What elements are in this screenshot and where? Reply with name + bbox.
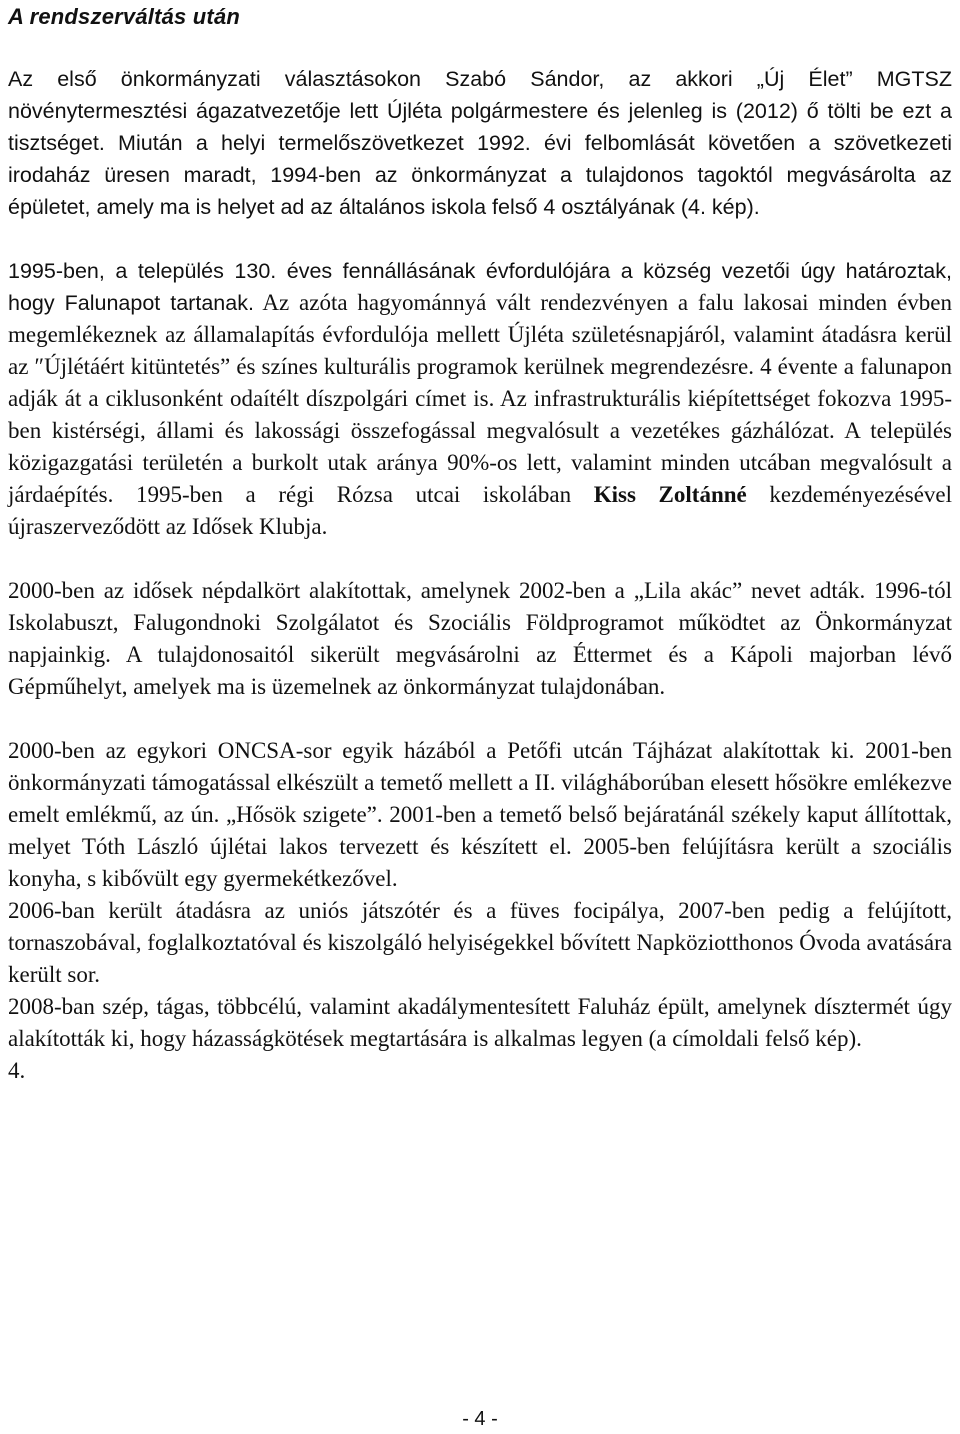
paragraph-village-hall: 2008-ban szép, tágas, többcélú, valamint akadálymentesített Faluház épült, amelynek dísztermét úgy alakították ki, hogy házasságkötések megtartására is alkalmas legyen (a címoldali felső kép). [8,994,952,1051]
paragraph-village-day-intro: 1995-ben, a település 130. éves fennállásának évfordulójára a község vezetői úgy határoztak, hogy Falunapot tartanak. [8,259,952,315]
paragraph-village-day-end: kezdeményezésével újraszerveződött az Idősek Klubja. [8,482,952,539]
page-number: - 4 - [462,1408,498,1430]
person-name-bold: Kiss Zoltánné [593,482,747,507]
section-heading: A rendszerváltás után [8,4,241,29]
paragraph-village-day [8,255,952,543]
paragraph-gap [8,703,952,735]
paragraph-village-day-body: Az azóta hagyománnyá vált rendezvényen a falu lakosai minden évben megemlékeznek az államalapítás évfordulója mellett Újléta születésnapjáról, valamint átadásra kerül az ″Újlétáért kitüntetés” és színes kulturális programok kerülnek megrendezésre. 4 évente a falunapon adják át a ciklusonként odaítélt díszpolgári címet is. Az infrastrukturális kiépítettséget fokozva 1995-ben kistérségi, állami és lakossági összefogással megvalósult a vezetékes gázhálózat. A település közigazgatási területén a burkolt utak aránya 90%-os lett, valamint minden utcában megvalósult a járdaépítés. 1995-ben a régi Rózsa utcai iskolában [8,290,952,507]
paragraph-gap [8,223,952,255]
paragraph-heritage-house: 2000-ben az egykori ONCSA-sor egyik házából a Petőfi utcán Tájházat alakítottak ki. 2001-ben önkormányzati támogatással elkészült a temető mellett a II. világháborúban elesett hősökre emlékezve emelt emlékmű, az ún. „Hősök szigete”. 2001-ben a temető belső bejáratánál székely kaput állítottak, melyet Tóth László újlétai lakos tervezett és készített el. 2005-ben felújításra került a szociális konyha, s kibővült egy gyermekétkezővel. [8,738,952,891]
paragraph-playground: 2006-ban került átadásra az uniós játszótér és a füves focipálya, 2007-ben pedig a felújított, tornaszobával, foglalkoztatóval és kiszolgáló helyiségekkel bővített Napköziotthonos Óvoda avatására került sor. [8,898,952,987]
paragraph-folk-choir: 2000-ben az idősek népdalkört alakítottak, amelynek 2002-ben a „Lila akác” nevet adták. 1996-tól Iskolabuszt, Falugondnoki Szolgálatot és Szociális Földprogramot működtet az Önkormányzat napjainkig. A tulajdonosaitól sikerült megvásárolni az Éttermet és a Kápoli majorban lévő Gépműhelyt, amelyek ma is üzemelnek az önkormányzat tulajdonában. [8,578,952,699]
paragraph-gap [8,543,952,575]
paragraph-regime-change: Az első önkormányzati választásokon Szabó Sándor, az akkori „Új Élet” MGTSZ növénytermesztési ágazatvezetője lett Újléta polgármestere és jelenleg is (2012) ő tölti be ezt a tisztséget. Miután a helyi termelőszövetkezet 1992. évi felbomlását követően a szövetkezeti irodaház üresen maradt, 1994-ben az önkormányzat a tulajdonos tagoktól megvásárolta az épületet, amely ma is helyet ad az általános iskola felső 4 osztályának (4. kép). [8,67,952,219]
paragraph-image-ref: 4. [8,1058,26,1083]
